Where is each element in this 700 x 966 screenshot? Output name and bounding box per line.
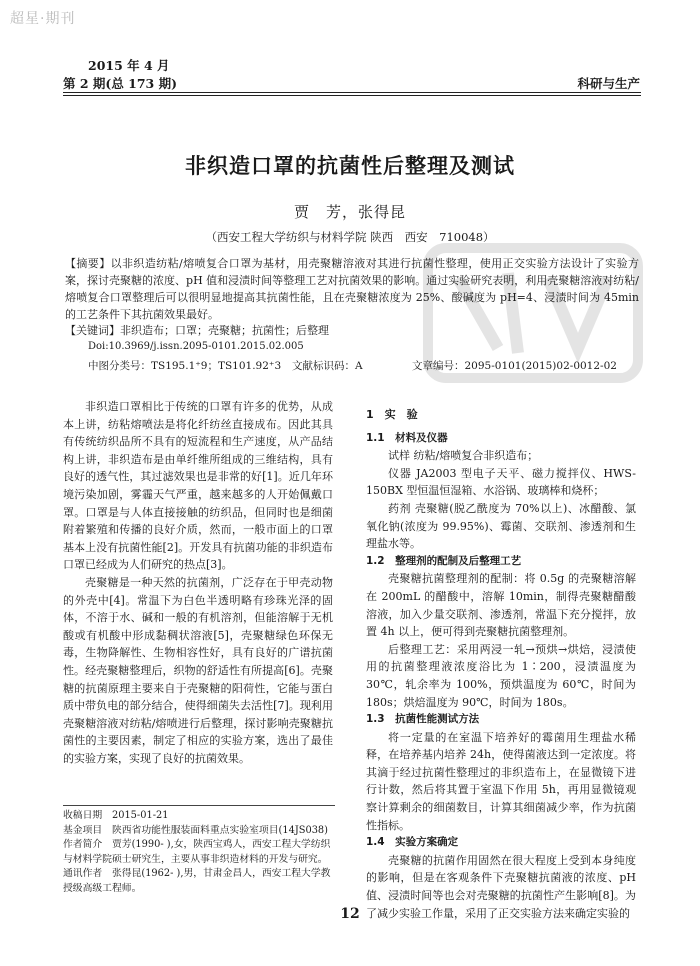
header-rule bbox=[63, 92, 641, 93]
received-date: 收稿日期 2015-01-21 bbox=[63, 810, 169, 821]
corresponding-author: 通讯作者 张得昆(1962- ),男，甘肃金昌人，西安工程大学教授级高级工程师。 bbox=[63, 868, 331, 894]
header-rule-2 bbox=[63, 95, 641, 96]
footnote bbox=[63, 809, 335, 897]
header-journal: 科研与生产 bbox=[577, 76, 640, 91]
page-number: 12 bbox=[340, 906, 360, 922]
abstract: 【摘要】以非织造纺粘/熔喷复合口罩为基材，用壳聚糖溶液对其进行抗菌性整理，使用正交实验方法设计了实验方案，探讨壳聚糖的浓度、pH 值和浸渍时间等整理工艺对抗菌效果的影响。通过实验研究表明，利用壳聚糖溶液对纺粘/熔喷复合口罩整理后可以很明显地提高其抗菌性能，且在壳聚糖浓度为 25%、酸碱度为 pH=4、浸渍时间为 45min 的工艺条件下其抗菌效果最好。 bbox=[65, 257, 639, 321]
finishing-agent-prep: 壳聚糖抗菌整理剂的配制：将 0.5g 的壳聚糖溶解在 200mL 的醋酸中，溶解 10min，制得壳聚糖醋酸溶液，加入少量交联剂、渗透剂，常温下充分搅拌，放置 4h 以上，便可得到壳聚糖抗菌整理剂。 bbox=[366, 572, 636, 639]
experiment-plan: 壳聚糖的抗菌作用固然在很大程度上受到本身纯度的影响，但是在客观条件下壳聚糖抗菌液的浓度、pH 值、浸渍时间等也会对壳聚糖的抗菌性产生影响[8]。为了减少实验工作量，采用了正交实验方法来确定实验的 bbox=[366, 853, 636, 920]
section-1-heading: 1 实 验 bbox=[366, 408, 418, 421]
materials-instruments: 仪器 JA2003 型电子天平、磁力搅拌仪、HWS-150BX 型恒温恒湿箱、水浴锅、玻璃棒和烧杯； bbox=[366, 466, 636, 498]
intro-paragraph-2: 壳聚糖是一种天然的抗菌剂，广泛存在于甲壳动物的外壳中[4]。常温下为白色半透明略有珍珠光泽的固体，不溶于水、碱和一般的有机溶剂，但能溶解于无机酸或有机酸中形成黏稠状溶液[5]，壳聚糖绿色环保无毒，生物降解性、生物相容性好，具有良好的广谱抗菌性。经壳聚糖整理后，织物的舒适性有所提高[6]。壳聚糖的抗菌原理主要来自于壳聚糖的阳荷性，它能与蛋白质中带负电的部分结合，使得细菌失去活性[7]。现利用壳聚糖溶液对纺粘/熔喷进行后整理，探讨影响壳聚糖抗菌性的主要因素，制定了相应的实验方案，选出了最佳的实验方案，实现了良好的抗菌效果。 bbox=[63, 575, 333, 765]
finishing-process: 后整理工艺：采用两浸一轧→预烘→烘焙，浸渍使用的抗菌整理液浓度浴比为 1∶200，浸渍温度为 30℃，轧余率为 100%，预烘温度为 60℃，时间为 180s；烘焙温度为 90℃，时间为 180s。 bbox=[366, 642, 636, 709]
materials-reagents: 药剂 壳聚糖(脱乙酰度为 70%以上)、冰醋酸、氯氧化钠(浓度为 99.95%)、霉菌、交联剂、渗透剂和生理盐水等。 bbox=[366, 501, 636, 551]
doi: Doi:10.3969/j.issn.2095-0101.2015.02.005 bbox=[88, 341, 304, 352]
left-column bbox=[63, 398, 333, 767]
article-affiliation: （西安工程大学纺织与材料学院 陕西 西安 710048） bbox=[205, 230, 495, 244]
keywords: 【关键词】非织造布；口罩；壳聚糖；抗菌性；后整理 bbox=[65, 324, 329, 337]
article-authors: 贾 芳，张得昆 bbox=[293, 203, 406, 221]
antibacterial-test-method: 将一定量的在室温下培养好的霉菌用生理盐水稀释，在培养基内培养 24h，使得菌液达到一定浓度。将其滴于经过抗菌性整理过的非织造布上，在显微镜下进行计数，然后将其置于室温下作用 5h，再用显微镜观察计算剩余的细菌数目，计算其细菌减少率，作为抗菌性指标。 bbox=[366, 730, 636, 832]
intro-paragraph-1: 非织造口罩相比于传统的口罩有许多的优势，从成本上讲，纺粘熔喷法是将化纤纺丝直接成布。因此其具有传统纺织品所不具有的短流程和生产速度，从产品结构上讲，非织造布是由单纤维所组成的三维结构，具有良好的透气性，其过滤效果也是非常的好[1]。近几年环境污染加剧，雾霾天气严重，越来越多的人开始佩戴口罩。口罩是与人体直接接触的纺织品，但同时也是细菌附着繁殖和传播的良好介质，然而，一般市面上的口罩基本上没有抗菌性能[2]。开发具有抗菌功能的非织造布口罩已经成为人们研究的热点[3]。 bbox=[63, 400, 333, 572]
section-1-1-heading: 1.1 材料及仪器 bbox=[366, 431, 448, 444]
article-title: 非织造口罩的抗菌性后整理及测试 bbox=[185, 154, 515, 178]
author-intro: 作者简介 贾芳(1990- ),女，陕西宝鸡人，西安工程大学纺织与材料学院硕士研究生，主要从事非织造材料的开发与研究。 bbox=[63, 839, 331, 865]
brand-watermark: 超星·期刊 bbox=[10, 11, 76, 27]
header-date: 2015 年 4 月 bbox=[88, 58, 170, 73]
fund-project: 基金项目 陕西省功能性服装面料重点实验室项目(14JS038) bbox=[63, 824, 328, 836]
header-issue: 第 2 期(总 173 期) bbox=[63, 76, 178, 91]
materials-sample: 试样 纺粘/熔喷复合非织造布； bbox=[388, 449, 539, 463]
section-1-2-heading: 1.2 整理剂的配制及后整理工艺 bbox=[366, 554, 522, 567]
section-1-3-heading: 1.3 抗菌性能测试方法 bbox=[366, 713, 480, 726]
right-column bbox=[366, 400, 636, 922]
section-1-4-heading: 1.4 实验方案确定 bbox=[366, 836, 459, 849]
footnote-rule bbox=[63, 805, 335, 806]
clc-number: 中图分类号：TS195.1⁺9；TS101.92⁺3 bbox=[88, 360, 282, 372]
document-code: 文献标识码：A bbox=[292, 360, 363, 372]
article-number: 文章编号：2095-0101(2015)02-0012-02 bbox=[412, 360, 617, 372]
